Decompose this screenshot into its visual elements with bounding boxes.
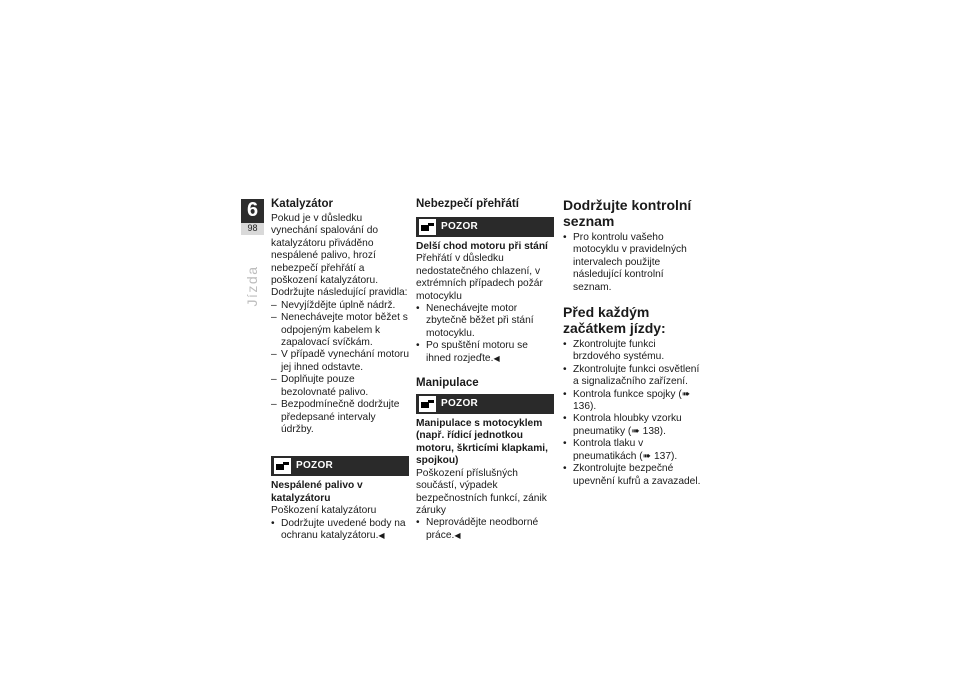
warning-bullet: • Po spuštění motoru se ihned rozjeďte.◀ xyxy=(416,340,554,365)
warning-text: Poškození příslušných součástí, výpadek bezpečnostních funkcí, zánik záruky xyxy=(416,467,547,516)
end-mark-icon: ◀ xyxy=(493,353,500,363)
warning-label: POZOR xyxy=(296,460,334,472)
warning-text: Poškození katalyzátoru xyxy=(271,505,377,517)
catalyst-intro: Pokud je v důsledku vynechání spalování do katalyzátoru přiváděno nespálené palivo, hrozí nebezpečí přehřátí a poškození katalyzátoru. xyxy=(271,213,379,287)
warning-hand-icon xyxy=(274,458,291,474)
rule-item: – Nevyjíždějte úplně nádrž. xyxy=(271,300,409,312)
warning-bullet: • Neprovádějte neodborné práce.◀ xyxy=(416,517,554,542)
end-mark-icon: ◀ xyxy=(378,530,385,540)
warning-title: Nespálené palivo v katalyzátoru xyxy=(271,480,363,504)
section-title-overheating: Nebezpečí přehřátí xyxy=(416,198,519,210)
side-chapter-title: Jízda xyxy=(244,265,260,307)
rule-item: – Doplňujte pouze bezolovnaté palivo. xyxy=(271,374,409,399)
section-title-manipulation: Manipulace xyxy=(416,377,479,390)
warning-label: POZOR xyxy=(441,398,479,410)
column-overheating xyxy=(416,197,554,542)
checklist-bullet: • Kontrola hloubky vzorku pneumatiky (➠ 138). xyxy=(563,413,701,438)
checklist-bullet: • Pro kontrolu vašeho motocyklu v pravidelných intervalech použijte následující kontrolní seznam. xyxy=(563,232,701,294)
column-catalyst xyxy=(271,197,409,542)
section-title-before-ride: Před každým začátkem jízdy: xyxy=(563,304,666,337)
warning-bullet: • Nenechávejte motor zbytečně běžet při stání motocyklu. xyxy=(416,303,554,340)
checklist-bullet: • Zkontrolujte funkci osvětlení a signalizačního zařízení. xyxy=(563,364,701,389)
warning-banner xyxy=(416,217,554,237)
end-mark-icon: ◀ xyxy=(454,530,461,540)
checklist-bullet: • Zkontrolujte bezpečné upevnění kufrů a zavazadel. xyxy=(563,463,701,488)
warning-banner xyxy=(271,456,409,476)
chapter-tab xyxy=(241,199,264,235)
warning-bullet: • Dodržujte uvedené body na ochranu katalyzátoru.◀ xyxy=(271,518,409,543)
chapter-number: 6 xyxy=(246,199,259,221)
checklist-bullet: • Zkontrolujte funkci brzdového systému. xyxy=(563,339,701,364)
checklist-bullet: • Kontrola funkce spojky (➠ 136). xyxy=(563,389,701,414)
warning-text: Přehřátí v důsledku nedostatečného chlazení, v extrémních případech požár motocyklu xyxy=(416,253,543,302)
section-title-catalyst: Katalyzátor xyxy=(271,198,333,210)
rule-item: – Nenechávejte motor běžet s odpojeným kabelem k zapalovací svíčkám. xyxy=(271,312,409,349)
rule-item: – V případě vynechání motoru jej ihned odstavte. xyxy=(271,349,409,374)
warning-banner xyxy=(416,394,554,414)
warning-hand-icon xyxy=(419,219,436,235)
section-title-checklist: Dodržujte kontrolní seznam xyxy=(563,197,692,229)
checklist-bullet: • Kontrola tlaku v pneumatikách (➠ 137). xyxy=(563,438,701,463)
warning-title: Manipulace s motocyklem (např. řídicí jednotkou motoru, škrticími klapkami, spojkou) xyxy=(416,418,548,467)
rules-lead: Dodržujte následující pravidla: xyxy=(271,287,408,299)
page-number: 98 xyxy=(241,223,264,235)
warning-label: POZOR xyxy=(441,221,479,232)
warning-hand-icon xyxy=(419,396,436,412)
warning-title: Delší chod motoru při stání xyxy=(416,241,548,252)
rule-item: – Bezpodmínečně dodržujte předepsané intervaly údržby. xyxy=(271,399,409,436)
column-checklist xyxy=(563,197,701,488)
